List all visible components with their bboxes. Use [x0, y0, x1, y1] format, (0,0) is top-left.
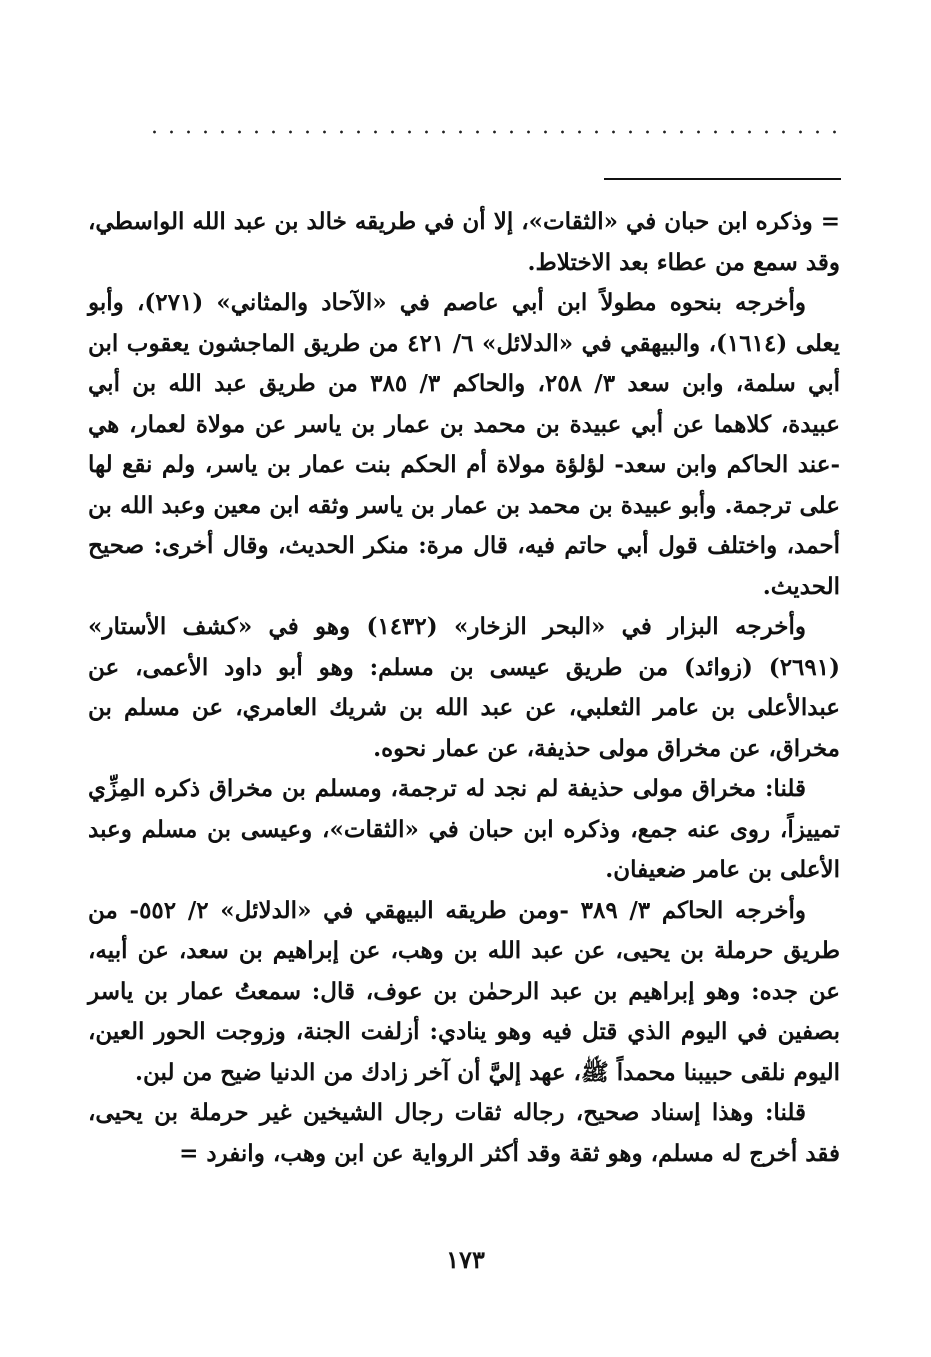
paragraph-isnad-note: قلنا: وهذا إسناد صحيح، رجاله ثقات رجال الشيخين غير حرملة بن يحيى، فقد أخرج له مسلم، وهو ثقة وقد أكثر الرواية عن ابن وهب، وانفرد =	[88, 1099, 840, 1167]
paragraph-continuation: = وذكره ابن حبان في «الثقات»، إلا أن في طريقه خالد بن عبد الله الواسطي، وقد سمع من عطاء بعد الاختلاط.	[88, 208, 840, 276]
paragraph-bazzar: وأخرجه البزار في «البحر الزخار» (١٤٣٢) وهو في «كشف الأستار» (٢٦٩١) (زوائد) من طريق عيسى بن مسلم: وهو أبو داود الأعمى، عن عبدالأعلى بن عامر الثعلبي، عن عبد الله بن شريك العامري، عن مسلم بن مخراق، عن مخراق مولى حذيفة، عن عمار نحوه.	[88, 613, 840, 762]
page-number: ١٧٣	[446, 1245, 485, 1274]
footnote-rule	[604, 178, 841, 180]
footnote-text	[88, 202, 840, 1174]
paragraph-mikhraq-note: قلنا: مخراق مولى حذيفة لم نجد له ترجمة، ومسلم بن مخراق ذكره المِزِّي تمييزاً، روى عنه جمع، وذكره ابن حبان في «الثقات»، وعيسى بن مسلم وعبد الأعلى بن عامر ضعيفان.	[88, 775, 840, 883]
dotted-separator	[146, 126, 840, 138]
paragraph-ibn-abi-asim: وأخرجه بنحوه مطولاً ابن أبي عاصم في «الآحاد والمثاني» (٢٧١)، وأبو يعلى (١٦١٤)، والبيهقي في «الدلائل» ٦/ ٤٢١ من طريق الماجشون يعقوب ابن أبي سلمة، وابن سعد ٣/ ٢٥٨، والحاكم ٣/ ٣٨٥ من طريق عبد الله بن أبي عبيدة، كلاهما عن أبي عبيدة بن محمد بن عمار بن ياسر عن مولاة لعمار، هي -عند الحاكم وابن سعد- لؤلؤة مولاة أم الحكم بنت عمار بن ياسر، ولم نقع لها على ترجمة. وأبو عبيدة بن محمد بن عمار بن ياسر وثقه ابن معين وعبد الله بن أحمد، واختلف قول أبي حاتم فيه، قال مرة: منكر الحديث، وقال أخرى: صحيح الحديث.	[88, 289, 841, 600]
paragraph-hakim: وأخرجه الحاكم ٣/ ٣٨٩ -ومن طريقه البيهقي في «الدلائل» ٢/ ٥٥٢- من طريق حرملة بن يحيى، عن عبد الله بن وهب، عن إبراهيم بن سعد، عن أبيه، عن جده: وهو إبراهيم بن عبد الرحمٰن بن عوف، قال: سمعتُ عمار بن ياسر بصفين في اليوم الذي قتل فيه وهو ينادي: أزلفت الجنة، وزوجت الحور العين، اليوم نلقى حبيبنا محمداً ﷺ، عهد إليَّ أن آخر زادك من الدنيا ضيح من لبن.	[88, 896, 840, 1086]
